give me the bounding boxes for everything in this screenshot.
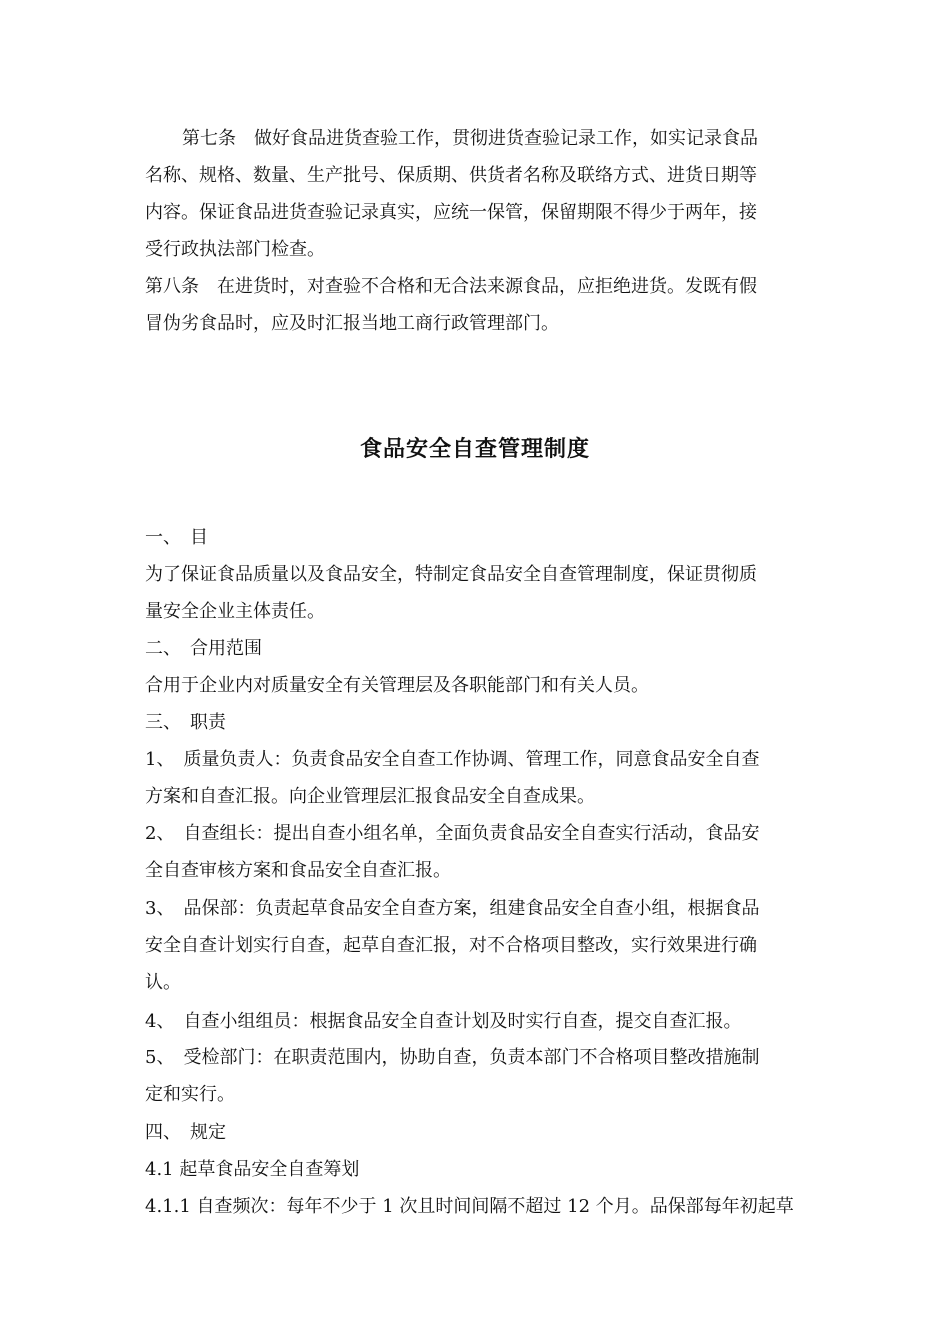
document-title: 食品安全自查管理制度 [359, 436, 590, 462]
article-7-line-1: 第七条 做好食品进货查验工作，贯彻进货查验记录工作，如实记录食品 [182, 128, 758, 149]
section-1-body-line-1: 为了保证食品质量以及食品安全，特制定食品安全自查管理制度，保证贯彻质 [145, 564, 757, 585]
article-7-line-3: 内容。保证食品进货查验记录真实，应统一保管，保留期限不得少于两年，接 [145, 202, 757, 223]
duty-item-3-line-3: 认。 [145, 972, 181, 993]
duty-item-1-line-2: 方案和自查汇报。向企业管理层汇报食品安全自查成果。 [145, 786, 595, 807]
section-2-heading: 二、 合用范围 [145, 638, 262, 659]
article-7-line-2: 名称、规格、数量、生产批号、保质期、供货者名称及联络方式、进货日期等 [145, 165, 757, 186]
duty-item-4: 4、 自查小组组员：根据食品安全自查计划及时实行自查，提交自查汇报。 [145, 1011, 742, 1032]
duty-item-2-line-1: 2、 自查组长：提出自查小组名单，全面负责食品安全自查实行活动，食品安 [145, 823, 760, 844]
duty-item-3-line-1: 3、 品保部：负责起草食品安全自查方案，组建食品安全自查小组，根据食品 [145, 898, 760, 919]
duty-item-2-line-2: 全自查审核方案和食品安全自查汇报。 [145, 860, 451, 881]
section-1-heading: 一、 目 [145, 527, 208, 548]
section-1-body-line-2: 量安全企业主体责任。 [145, 601, 325, 622]
section-4-1: 4.1 起草食品安全自查筹划 [145, 1159, 360, 1180]
duty-item-5-line-2: 定和实行。 [145, 1084, 235, 1105]
section-2-body: 合用于企业内对质量安全有关管理层及各职能部门和有关人员。 [145, 675, 649, 696]
duty-item-5-line-1: 5、 受检部门：在职责范围内，协助自查，负责本部门不合格项目整改措施制 [145, 1047, 760, 1068]
section-4-heading: 四、 规定 [145, 1122, 226, 1143]
section-3-heading: 三、 职责 [145, 712, 226, 733]
section-4-1-1: 4.1.1 自查频次：每年不少于 1 次且时间间隔不超过 12 个月。品保部每年初起草 [145, 1196, 794, 1217]
article-8-line-2: 冒伪劣食品时，应及时汇报当地工商行政管理部门。 [145, 313, 559, 334]
article-8-line-1: 第八条 在进货时，对查验不合格和无合法来源食品，应拒绝进货。发既有假 [145, 276, 757, 297]
duty-item-1-line-1: 1、 质量负责人：负责食品安全自查工作协调、管理工作，同意食品安全自查 [145, 749, 760, 770]
article-7-line-4: 受行政执法部门检查。 [145, 239, 325, 260]
duty-item-3-line-2: 安全自查计划实行自查，起草自查汇报，对不合格项目整改，实行效果进行确 [145, 935, 757, 956]
